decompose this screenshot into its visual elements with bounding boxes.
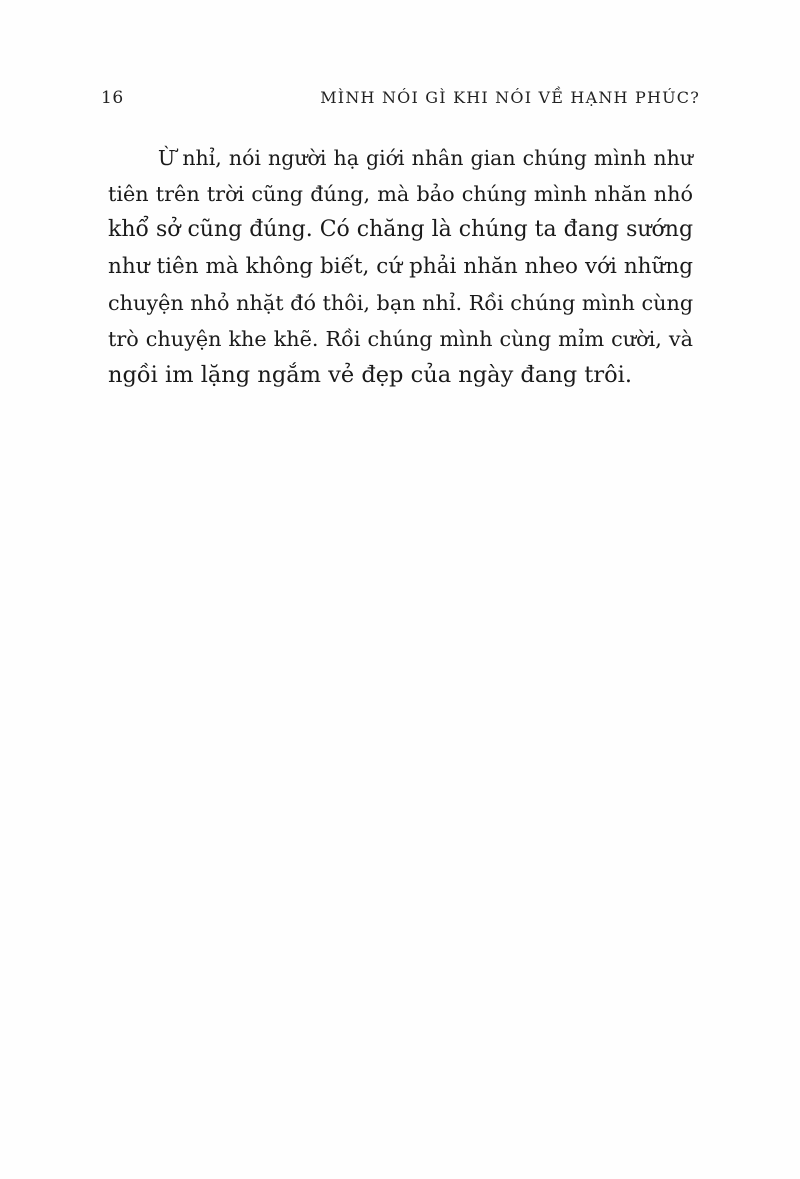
paragraph-line: ngồi im lặng ngắm vẻ đẹp của ngày đang trôi. bbox=[108, 362, 632, 389]
paragraph-line: trò chuyện khe khẽ. Rồi chúng mình cùng mỉm cười, và bbox=[108, 327, 693, 352]
paragraph-line: tiên trên trời cũng đúng, mà bảo chúng mình nhăn nhó bbox=[108, 182, 693, 207]
paragraph-line: chuyện nhỏ nhặt đó thôi, bạn nhỉ. Rồi chúng mình cùng bbox=[108, 290, 694, 315]
paragraph-line: như tiên mà không biết, cứ phải nhăn nheo với những bbox=[108, 253, 693, 279]
paragraph-line: Ừ nhỉ, nói người hạ giới nhân gian chúng mình như bbox=[158, 146, 693, 170]
body-paragraph bbox=[108, 140, 693, 393]
running-title: MÌNH NÓI GÌ KHI NÓI VỀ HẠNH PHÚC? bbox=[320, 88, 700, 107]
paragraph-line: khổ sở cũng đúng. Có chăng là chúng ta đang sướng bbox=[108, 217, 694, 243]
page-number: 16 bbox=[101, 88, 124, 108]
